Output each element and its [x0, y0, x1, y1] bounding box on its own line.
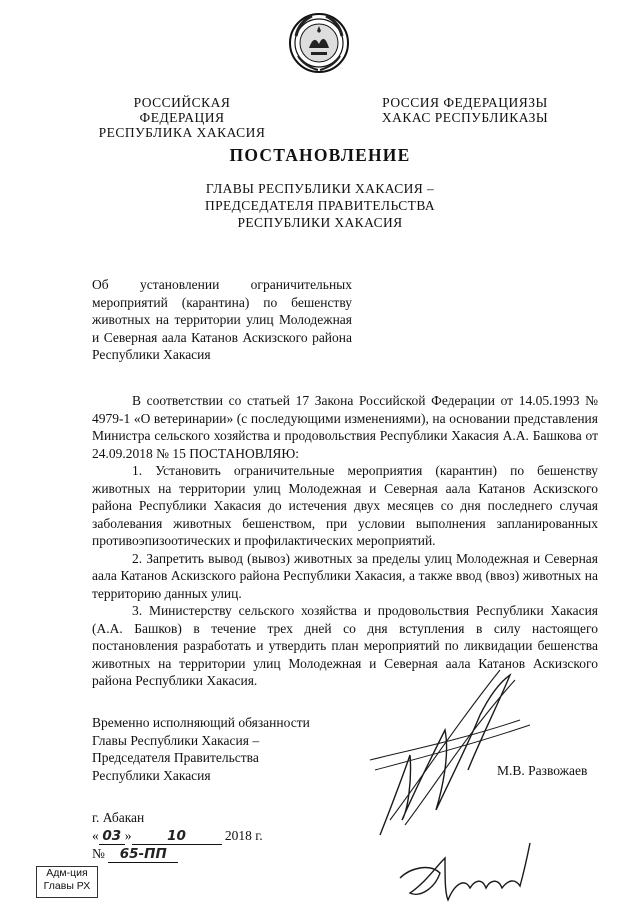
issuer-block	[0, 180, 640, 231]
signature-line4: Республики Хакасия	[92, 767, 211, 783]
stamp-line1: Адм-ция	[46, 867, 88, 879]
header-left-line1: РОССИЙСКАЯ ФЕДЕРАЦИЯ	[133, 95, 231, 125]
handwritten-signature	[350, 660, 560, 840]
header-left	[92, 95, 272, 140]
date-open-quote: «	[92, 828, 99, 843]
registration-stamp	[36, 866, 98, 898]
signature-line2: Главы Республики Хакасия –	[92, 732, 260, 748]
header-right-line1: РОССИЯ ФЕДЕРАЦИЯЗЫ	[382, 95, 548, 110]
body-paragraph-1: 1. Установить ограничительные мероприятия (карантин) по бешенству животных на территории улиц Молодежная и Северная аала Катанов Аскизского района Республики Хакасия до истечения двух месяцев со дня последнего случая заболевания животных бешенством, при условии выполнения запланированных противоэпизоотических и профилактических мероприятий.	[92, 463, 598, 548]
document-number	[92, 846, 178, 863]
number-prefix: №	[92, 846, 105, 861]
document-place: г. Абакан	[92, 810, 145, 825]
header-left-line2: РЕСПУБЛИКА ХАКАСИЯ	[98, 125, 266, 140]
date-month: 10	[132, 828, 222, 845]
header-right	[380, 95, 550, 125]
signature-line3: Председателя Правительства	[92, 750, 259, 765]
signature-line1: Временно исполняющий обязанности	[92, 715, 310, 730]
coat-of-arms-emblem	[288, 12, 350, 74]
issuer-line2: ПРЕДСЕДАТЕЛЯ ПРАВИТЕЛЬСТВА	[204, 198, 436, 213]
body-paragraph-3: 3. Министерству сельского хозяйства и продовольствия Республики Хакасия (А.А. Башков) в течение трех дней со дня вступления в силу настоящего постановления разработать и утвердить план мероприятий по ликвидации бешенства животных на территории улиц Молодежная и Северная аала Катанов Аскизского района Республики Хакасия.	[92, 603, 598, 688]
document-date	[92, 828, 263, 845]
issuer-line1: ГЛАВЫ РЕСПУБЛИКИ ХАКАСИЯ –	[205, 181, 435, 196]
date-day: 03	[99, 828, 125, 845]
signature-block	[92, 714, 312, 784]
document-body	[92, 392, 598, 690]
date-year: 2018 г.	[224, 828, 263, 843]
body-paragraph-2: 2. Запретить вывод (вывоз) животных за пределы улиц Молодежная и Северная аала Катанов Аскизского района Республики Хакасия, а также ввод (ввоз) животных на территорию данных улиц.	[92, 550, 598, 601]
number-value: 65-ПП	[108, 846, 178, 863]
header-right-line2: ХАКАС РЕСПУБЛИКАЗЫ	[381, 110, 549, 125]
bottom-signature	[390, 838, 540, 905]
body-paragraph-preamble: В соответствии со статьей 17 Закона Российской Федерации от 14.05.1993 № 4979-1 «О ветеринарии» (с последующими изменениями), на основании представления Министра сельского хозяйства и продовольствия Республики Хакасия А.А. Башкова от 24.09.2018 № 15 ПОСТАНОВЛЯЮ:	[92, 393, 598, 461]
document-subject: Об установлении ограничительных мероприятий (карантина) по бешенству животных на территории улиц Молодежная и Северная аала Катанов Аскизского района Республики Хакасия	[92, 277, 352, 362]
date-close-quote: »	[124, 828, 132, 843]
signer-name: М.В. Развожаев	[497, 763, 588, 778]
stamp-line2: Главы РХ	[43, 880, 91, 892]
document-title: ПОСТАНОВЛЕНИЕ	[229, 145, 411, 165]
issuer-line3: РЕСПУБЛИКИ ХАКАСИЯ	[237, 215, 403, 230]
